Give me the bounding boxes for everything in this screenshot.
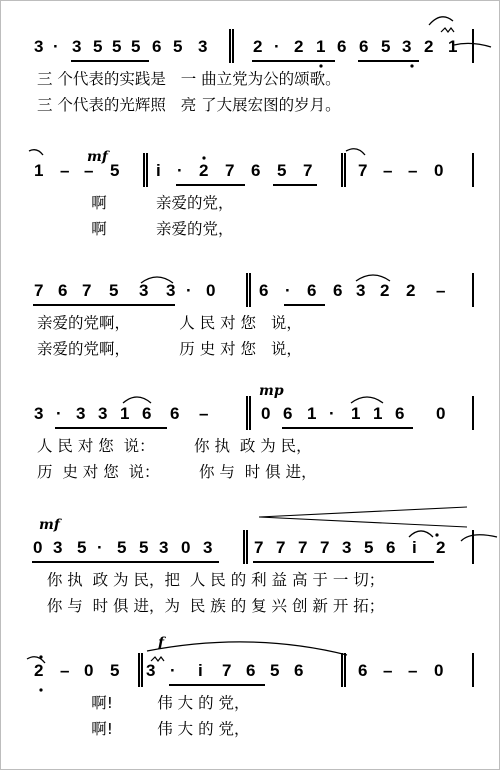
barline	[472, 396, 474, 430]
barline	[232, 29, 234, 63]
note: 1	[316, 37, 326, 56]
note: 6	[307, 281, 317, 300]
note: 6	[294, 661, 304, 680]
note: 3	[198, 37, 208, 56]
note: ·	[53, 37, 59, 56]
note: –	[60, 661, 70, 680]
lyric-line: 你 与 时 俱 进，为 民 族 的 复 兴 创 新 开 拓；	[37, 597, 385, 615]
duration-underline	[33, 304, 175, 306]
note: 5	[364, 538, 374, 557]
barline	[229, 29, 231, 63]
octave-dot	[435, 533, 438, 536]
note: 5	[93, 37, 103, 56]
note: 0	[206, 281, 216, 300]
note: 6	[251, 161, 261, 180]
duration-underline	[169, 684, 265, 686]
octave-dot	[39, 655, 42, 658]
lyric-line: 啊 亲爱的党，	[37, 220, 234, 238]
note: 6	[283, 404, 293, 423]
note: 5	[381, 37, 391, 56]
note: 3	[98, 404, 108, 423]
note: 5	[117, 538, 127, 557]
barline	[246, 396, 248, 430]
note: 3	[53, 538, 63, 557]
barline	[138, 653, 140, 687]
lyric-line: 啊! 伟 大 的 党，	[37, 720, 250, 738]
note: 1	[373, 404, 383, 423]
note: 0	[434, 161, 444, 180]
note: ·	[97, 538, 103, 557]
note: 7	[222, 661, 232, 680]
note: 6	[246, 661, 256, 680]
barline	[141, 653, 143, 687]
note: 6	[142, 404, 152, 423]
note: 0	[261, 404, 271, 423]
score-system	[1, 149, 499, 271]
duration-underline	[55, 427, 167, 429]
duration-underline	[273, 184, 317, 186]
note: 3	[146, 661, 156, 680]
slur	[351, 397, 383, 403]
score-system	[1, 635, 499, 770]
note: 6	[386, 538, 396, 557]
lyric-line: 你 执 政 为 民，把 人 民 的 利 益 高 于 一 切；	[37, 571, 385, 589]
duration-underline	[284, 304, 325, 306]
note: 1	[307, 404, 317, 423]
barline	[341, 653, 343, 687]
note: i	[412, 538, 417, 557]
barline	[249, 396, 251, 430]
note: 5	[139, 538, 149, 557]
note: –	[199, 404, 209, 423]
note: –	[436, 281, 446, 300]
note: 2	[199, 161, 209, 180]
note: –	[383, 661, 393, 680]
note: i	[198, 661, 203, 680]
lyric-line: 人 民 对 您 说： 你 执 政 为 民，	[37, 437, 312, 455]
note: –	[84, 161, 94, 180]
note: 7	[303, 161, 313, 180]
note: –	[60, 161, 70, 180]
note: 6	[359, 37, 369, 56]
barline	[246, 273, 248, 307]
duration-underline	[176, 184, 245, 186]
note: –	[383, 161, 393, 180]
slur	[123, 397, 151, 403]
note: –	[408, 661, 418, 680]
note: 3	[166, 281, 176, 300]
barline	[249, 273, 251, 307]
lyric-line: 啊 亲爱的党，	[37, 194, 234, 212]
note: 6	[395, 404, 405, 423]
note: 7	[298, 538, 308, 557]
note: 5	[112, 37, 122, 56]
note: 7	[320, 538, 330, 557]
barline	[246, 530, 248, 564]
note: 3	[139, 281, 149, 300]
note: ·	[170, 661, 176, 680]
note: 6	[58, 281, 68, 300]
slur	[409, 531, 433, 537]
tie	[346, 149, 365, 155]
note: 3	[203, 538, 213, 557]
note: 5	[173, 37, 183, 56]
note: 3	[72, 37, 82, 56]
note: 1	[448, 37, 458, 56]
note: 2	[406, 281, 416, 300]
note: 3	[76, 404, 86, 423]
tie	[29, 150, 43, 155]
score-system	[1, 281, 499, 391]
barline	[472, 29, 474, 63]
note: 0	[434, 661, 444, 680]
note: ·	[274, 37, 280, 56]
note: 5	[110, 161, 120, 180]
barline	[143, 153, 145, 187]
barline	[344, 153, 346, 187]
duration-underline	[282, 427, 413, 429]
score-system	[1, 383, 499, 514]
duration-underline	[32, 561, 219, 563]
note: 3	[34, 37, 44, 56]
note: 6	[152, 37, 162, 56]
note: ·	[177, 161, 183, 180]
note: 0	[84, 661, 94, 680]
dynamic-marking: mf	[39, 517, 60, 533]
note: 5	[77, 538, 87, 557]
note: 0	[33, 538, 43, 557]
note: 2	[436, 538, 446, 557]
note: 6	[337, 37, 347, 56]
dynamic-marking: mf	[87, 149, 108, 165]
note: 3	[342, 538, 352, 557]
note: 1	[34, 161, 44, 180]
score-system	[1, 37, 499, 147]
note: ·	[186, 281, 192, 300]
lyric-line: 亲爱的党啊， 历 史 对 您 说，	[37, 340, 302, 358]
note: ·	[56, 404, 62, 423]
note: 2	[424, 37, 434, 56]
note: 6	[333, 281, 343, 300]
duration-underline	[358, 60, 419, 62]
dynamic-marking: f	[158, 635, 165, 651]
barline	[472, 653, 474, 687]
note: 2	[380, 281, 390, 300]
barline	[472, 273, 474, 307]
barline	[341, 153, 343, 187]
lyric-line: 历 史 对 您 说： 你 与 时 俱 进，	[37, 463, 317, 481]
note: 0	[436, 404, 446, 423]
note: ·	[329, 404, 335, 423]
barline	[472, 153, 474, 187]
octave-dot	[202, 156, 205, 159]
note: 2	[294, 37, 304, 56]
dynamic-marking: mp	[259, 383, 284, 399]
note: 5	[131, 37, 141, 56]
note: ·	[285, 281, 291, 300]
note: 3	[34, 404, 44, 423]
note: 6	[358, 661, 368, 680]
ornament-mark	[441, 28, 454, 32]
note: 7	[225, 161, 235, 180]
note: 7	[276, 538, 286, 557]
barline	[146, 153, 148, 187]
note: 7	[358, 161, 368, 180]
note: i	[156, 161, 161, 180]
note: 3	[159, 538, 169, 557]
lyric-line: 三 个代表的实践是 一 曲立党为公的颂歌。	[37, 70, 341, 88]
duration-underline	[253, 561, 434, 563]
note: 0	[181, 538, 191, 557]
score-system	[1, 517, 499, 648]
note: 7	[34, 281, 44, 300]
note: 3	[356, 281, 366, 300]
note: 7	[254, 538, 264, 557]
note: 5	[109, 281, 119, 300]
note: 6	[170, 404, 180, 423]
note: 1	[120, 404, 130, 423]
note: 5	[270, 661, 280, 680]
note: 2	[34, 661, 44, 680]
note: 5	[277, 161, 287, 180]
note: 1	[351, 404, 361, 423]
slur	[429, 17, 453, 25]
note: 3	[402, 37, 412, 56]
barline	[472, 530, 474, 564]
note: 5	[110, 661, 120, 680]
lyric-line: 三 个代表的光辉照 亮 了大展宏图的岁月。	[37, 96, 341, 114]
duration-underline	[252, 60, 335, 62]
note: 6	[259, 281, 269, 300]
lyric-line: 啊! 伟 大 的 党，	[37, 694, 250, 712]
barline	[243, 530, 245, 564]
duration-underline	[71, 60, 149, 62]
note: –	[408, 161, 418, 180]
barline	[344, 653, 346, 687]
note: 7	[82, 281, 92, 300]
lyric-line: 亲爱的党啊， 人 民 对 您 说，	[37, 314, 302, 332]
note: 2	[253, 37, 263, 56]
